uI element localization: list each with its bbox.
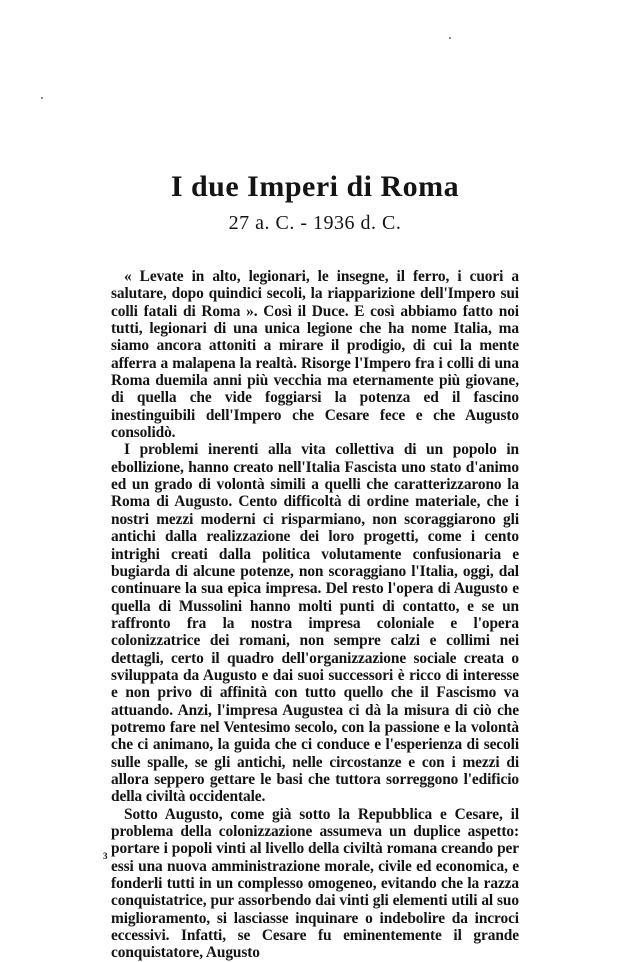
- page-number: 3: [103, 851, 108, 861]
- paragraph: Sotto Augusto, come già sotto la Repubblica e Cesare, il problema della colonizzazione assumeva un duplice aspetto: portare i popoli vinti al livello della civiltà romana creando per essi una nuova amministrazione morale, civile ed economica, e fonderli tutti in un complesso omogeneo, evitando che la razza conquistatrice, pur assorbendo dai vinti gli elementi utili al suo miglioramento, si lasciasse inquinare o indebolire da incroci eccessivi. Infatti, se Cesare fu eminentemente il grande conquistatore, Augusto: [111, 805, 519, 962]
- article-subtitle: 27 a. C. - 1936 d. C.: [228, 212, 402, 234]
- paragraph: I problemi inerenti alla vita collettiva di un popolo in ebollizione, hanno creato nell'Italia Fascista uno stato d'animo ed un grado di volontà simili a quelli che caratterizzarono la Roma di Augusto. Cento difficoltà di ordine materiale, che i nostri mezzi moderni ci risparmiano, non scoraggiarono gli antichi dalla realizzazione dei loro progetti, come i cento intrighi creati dalla politica volutamente confusionaria e bugiarda di alcune potenze, non scoraggiano l'Italia, oggi, dal continuare la sua epica impresa. Del resto l'opera di Augusto e quella di Mussolini hanno molti punti di contatto, e se un raffronto fra la nostra impresa coloniale e l'opera colonizzatrice dei romani, non sempre calzi e collimi nei dettagli, certo il quadro dell'organizzazione sociale creata o sviluppata da Augusto e dai suoi successori è ricco di interesse e non privo di affinità con tutto quello che il Fascismo va attuando. Anzi, l'impresa Augustea ci dà la misura di ciò che potremo fare nel Ventesimo secolo, con la passione e la volontà che ci animano, la guida che ci conduce e l'esperienza di secoli sulle spalle, se gli antichi, nelle circostanze e con i mezzi di allora seppero gettare le basi che tuttora sorreggono l'edificio della civiltà occidentale.: [111, 441, 519, 806]
- paper-speck: [41, 97, 43, 99]
- paragraph: « Levate in alto, legionari, le insegne, il ferro, i cuori a salutare, dopo quindici secoli, la riapparizione dell'Impero sui colli fatali di Roma ». Così il Duce. E così abbiamo fatto noi tutti, legionari di una unica legione che ha nome Italia, ma siamo ancora attoniti a mirare il prodigio, di cui la mente afferra a malapena la realtà. Risorge l'Impero fra i colli di una Roma duemila anni più vecchia ma eternamente più giovane, di quella che vide foggiarsi la potenza ed il fascino inestinguibili dell'Impero che Cesare fece e che Augusto consolidò.: [111, 268, 519, 442]
- paper-speck: [449, 37, 451, 39]
- article-body: [111, 268, 519, 962]
- article-title: I due Imperi di Roma: [170, 170, 460, 203]
